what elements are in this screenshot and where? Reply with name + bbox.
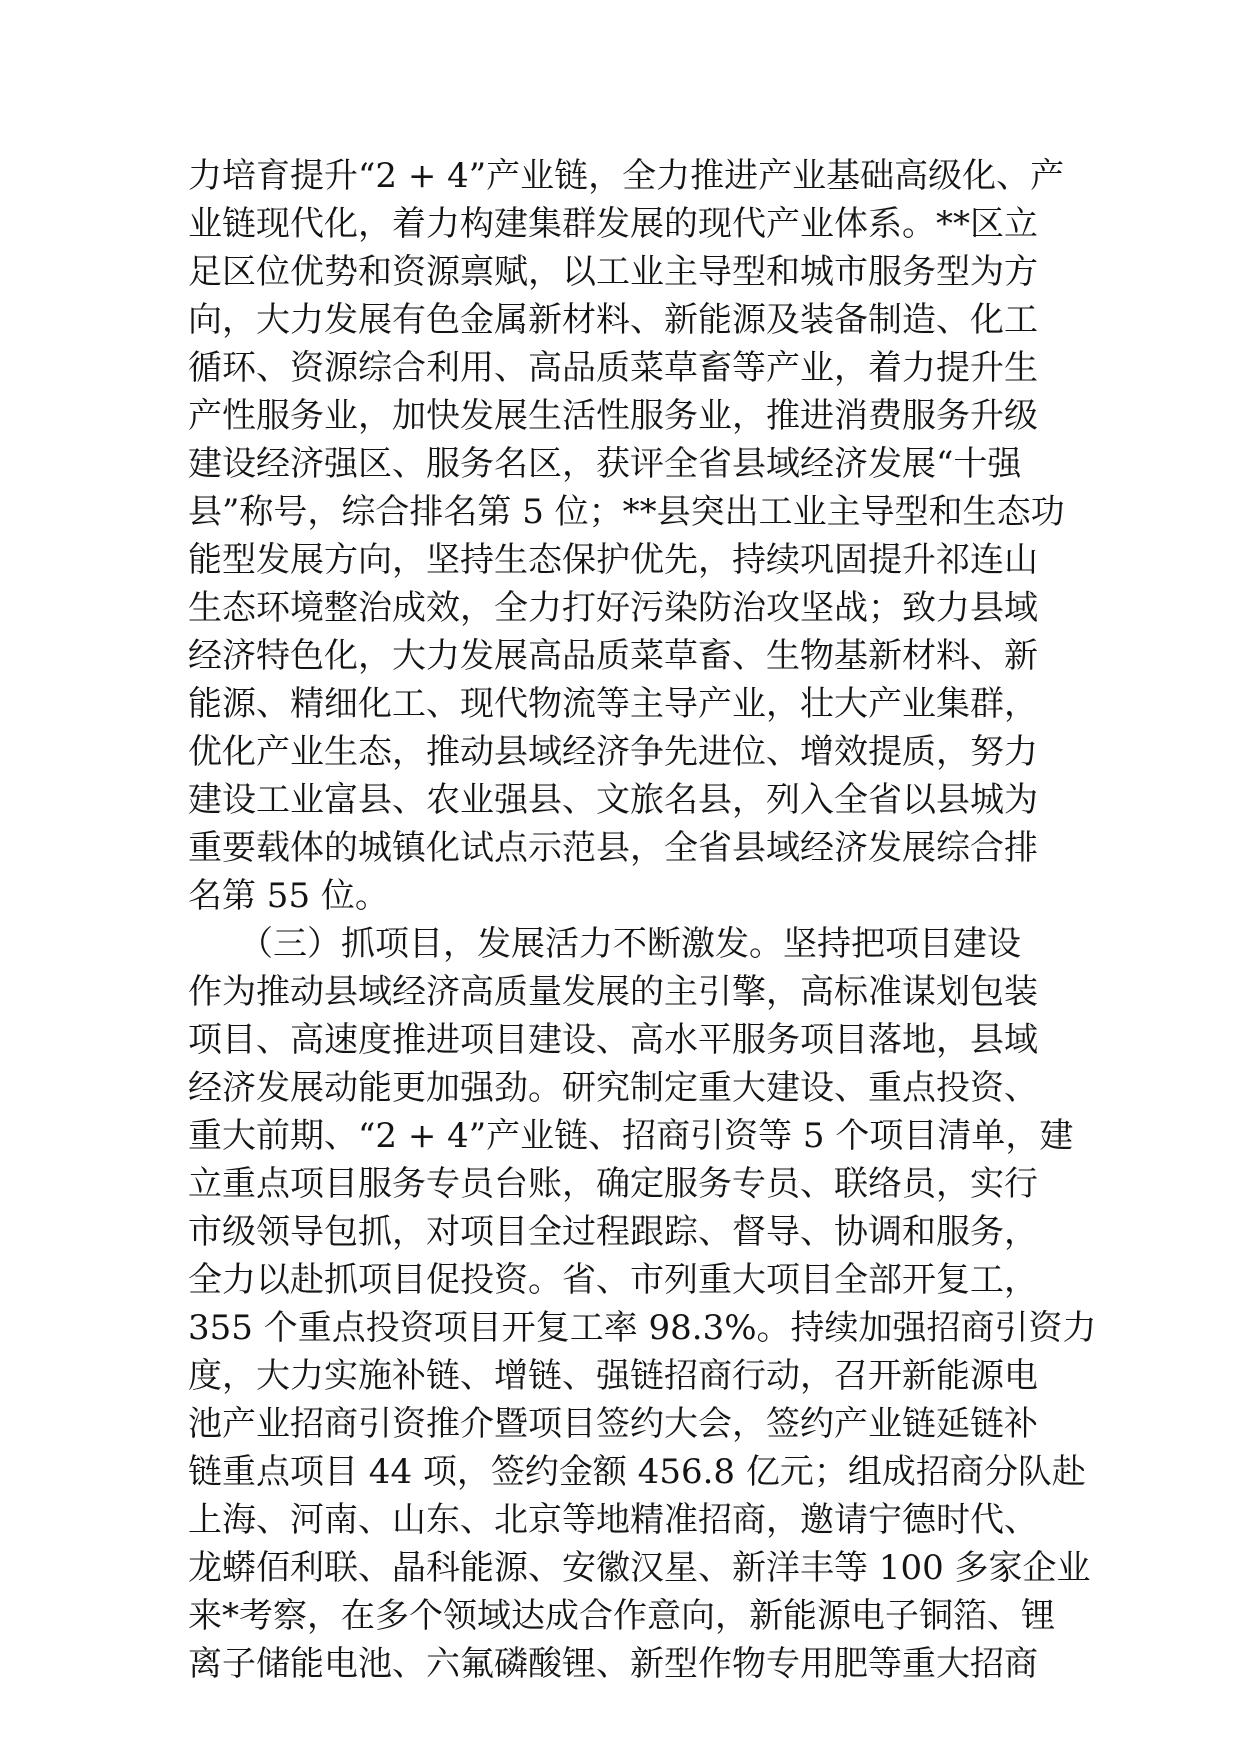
text-line: 重大前期、“2 + 4”产业链、招商引资等 5 个项目清单，建	[188, 1116, 1074, 1156]
text-line: 作为推动县域经济高质量发展的主引擎，高标准谋划包装	[188, 972, 1038, 1012]
text-line: 项目、高速度推进项目建设、高水平服务项目落地，县域	[188, 1020, 1038, 1060]
text-line: 立重点项目服务专员台账，确定服务专员、联络员，实行	[188, 1164, 1038, 1204]
text-line: 优化产业生态，推动县域经济争先进位、增效提质，努力	[188, 732, 1038, 772]
text-line: 龙蟒佰利联、晶科能源、安徽汉星、新洋丰等 100 多家企业	[188, 1548, 1091, 1588]
text-line: 向，大力发展有色金属新材料、新能源及装备制造、化工	[188, 300, 1038, 340]
text-line: 足区位优势和资源禀赋，以工业主导型和城市服务型为方	[188, 252, 1038, 292]
text-line: 度，大力实施补链、增链、强链招商行动，召开新能源电	[188, 1356, 1038, 1396]
text-line: 池产业招商引资推介暨项目签约大会，签约产业链延链补	[188, 1404, 1038, 1444]
text-line: 市级领导包抓，对项目全过程跟踪、督导、协调和服务，	[188, 1212, 1038, 1252]
text-line: 循环、资源综合利用、高品质菜草畜等产业，着力提升生	[188, 348, 1038, 388]
text-line: 县”称号，综合排名第 5 位；**县突出工业主导型和生态功	[188, 492, 1065, 532]
text-line: 离子储能电池、六氟磷酸锂、新型作物专用肥等重大招商	[188, 1644, 1038, 1684]
body-text	[188, 152, 1097, 1688]
text-line: 力培育提升“2 + 4”产业链，全力推进产业基础高级化、产	[188, 156, 1065, 196]
text-line: 全力以赴抓项目促投资。省、市列重大项目全部开复工，	[188, 1260, 1038, 1300]
text-line: 能型发展方向，坚持生态保护优先，持续巩固提升祁连山	[188, 540, 1038, 580]
text-line: 能源、精细化工、现代物流等主导产业，壮大产业集群，	[188, 684, 1038, 724]
text-line: 链重点项目 44 项，签约金额 456.8 亿元；组成招商分队赴	[188, 1452, 1086, 1492]
text-line: 生态环境整治成效，全力打好污染防治攻坚战；致力县域	[188, 588, 1038, 628]
text-line: 建设经济强区、服务名区，获评全省县域经济发展“十强	[188, 444, 1022, 484]
section-heading-line: （三）抓项目，发展活力不断激发。坚持把项目建设	[188, 924, 1021, 964]
text-line: 业链现代化，着力构建集群发展的现代产业体系。**区立	[188, 204, 1038, 244]
text-line: 建设工业富县、农业强县、文旅名县，列入全省以县城为	[188, 780, 1038, 820]
text-line: 名第 55 位。	[188, 876, 389, 916]
text-line: 经济特色化，大力发展高品质菜草畜、生物基新材料、新	[188, 636, 1038, 676]
text-line: 355 个重点投资项目开复工率 98.3%。持续加强招商引资力	[188, 1308, 1097, 1348]
text-line: 上海、河南、山东、北京等地精准招商，邀请宁德时代、	[188, 1500, 1038, 1540]
text-line: 重要载体的城镇化试点示范县，全省县域经济发展综合排	[188, 828, 1038, 868]
text-line: 来*考察，在多个领域达成合作意向，新能源电子铜箔、锂	[188, 1596, 1055, 1636]
text-line: 经济发展动能更加强劲。研究制定重大建设、重点投资、	[188, 1068, 1038, 1108]
text-line: 产性服务业，加快发展生活性服务业，推进消费服务升级	[188, 396, 1038, 436]
